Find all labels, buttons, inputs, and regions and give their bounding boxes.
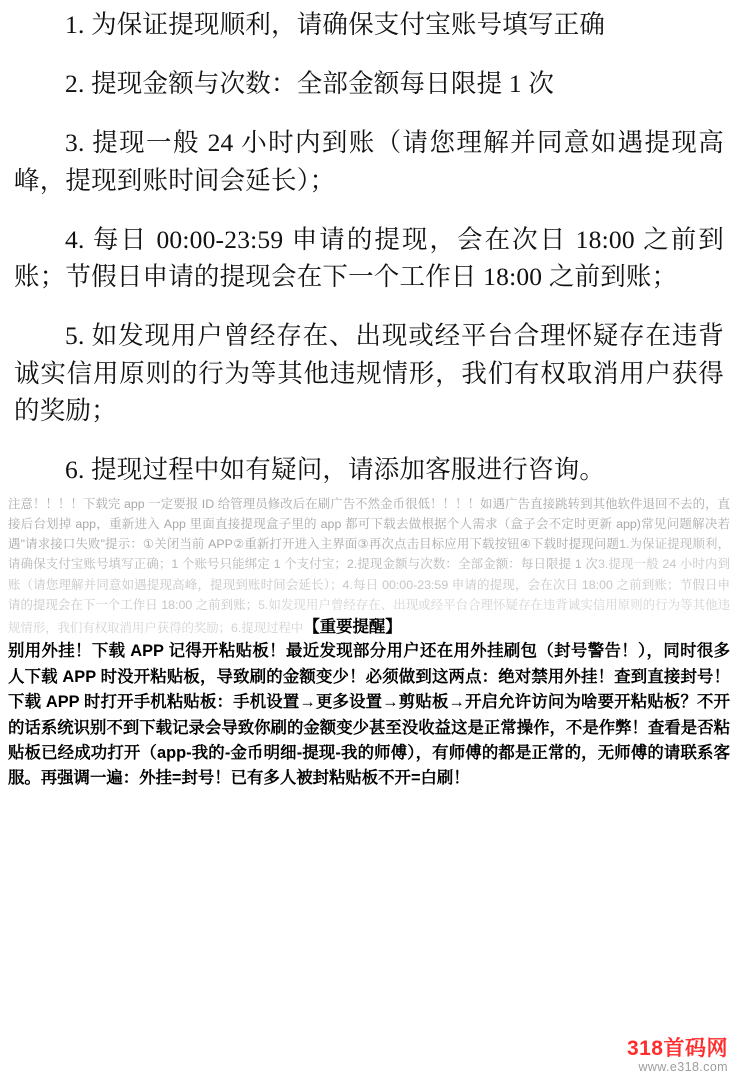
rule-item-6: 6. 提现过程中如有疑问，请添加客服进行咨询。 bbox=[65, 454, 606, 484]
watermark-site-name: 318首码网 bbox=[626, 1036, 728, 1060]
fine-print-segment-1: 注意！！！！下载完 app 一定要报 ID 给管理员修改后在刷广告不然金币很低！！！！如遇广告直接跳转到其他软件退回不去的，直接后台划掉 app，重新进入 App 里面直接提现盒子里的 app 都可下载去做根据个人需求（盒子会不定时更新 app)常见问题解决若遇"请求接口失败"提示：①关闭当前 APP②重新打开进入主界面③再次点击目标应用下载按钮④下载时提现问题 bbox=[8, 497, 730, 552]
warning-body: 别用外挂！下载 APP 记得开粘贴板！最近发现部分用户还在用外挂刷包（封号警告！），同时很多人下载 APP 时没开粘贴板，导致刷的金额变少！必须做到这两点：绝对禁用外挂！查到直接封号！下载 APP 时打开手机粘贴板：手机设置→更多设置→剪贴板→开启允许访问为啥要开粘贴板？不开的话系统识别不到下载记录会导致你刷的金额变少甚至没收益这是正常操作，不是作弊！查看是否粘贴板已经成功打开（app-我的-金币明细-提现-我的师傅），有师傅的都是正常的，无师傅的请联系客服。再强调一遍：外挂=封号！已有多人被封粘贴板不开=白刷！ bbox=[8, 642, 730, 788]
warning-block bbox=[0, 639, 738, 792]
fine-print-segment-4: 5.如发现用户曾经存在、出现或经平台合理怀疑存在违背诚实信用原则的行为等其他违规情形，我们有权取消用户获得的奖励；6.提现过程中 bbox=[8, 597, 730, 635]
fine-print-segment-2: 1.为保证提现顺利，请确保支付宝账号填写正确；1 个账号只能绑定 1 个支付宝；2.提现金额与次数：全部金额：每日限提 1 次 bbox=[8, 537, 730, 572]
watermark-site-url: www.e318.com bbox=[638, 1059, 728, 1074]
withdrawal-rules-list bbox=[0, 0, 738, 488]
fine-print-block bbox=[0, 494, 738, 639]
rule-item-3: 3. 提现一般 24 小时内到账（请您理解并同意如遇提现高峰，提现到账时间会延长）； bbox=[14, 128, 724, 195]
rule-item-4: 4. 每日 00:00-23:59 申请的提现，会在次日 18:00 之前到账；节假日申请的提现会在下一个工作日 18:00 之前到账； bbox=[14, 224, 724, 292]
rule-item-2: 2. 提现金额与次数：全部金额每日限提 1 次 bbox=[65, 69, 555, 99]
warning-headline: 【重要提醒】 bbox=[303, 617, 402, 636]
rule-item-5: 5. 如发现用户曾经存在、出现或经平台合理怀疑存在违背诚实信用原则的行为等其他违规情形，我们有权取消用户获得的奖励； bbox=[14, 321, 724, 425]
fine-print-segment-3: 3.提现一般 24 小时内到账（请您理解并同意如遇提现高峰，提现到账时间会延长）；4.每日 00:00-23:59 申请的提现，会在次日 18:00 之前到账；节假日申请的提现会在下一个工作日 18:00 之前到账； bbox=[8, 557, 730, 612]
rule-item-1: 1. 为保证提现顺利，请确保支付宝账号填写正确 bbox=[65, 10, 606, 39]
watermark bbox=[627, 1038, 728, 1074]
